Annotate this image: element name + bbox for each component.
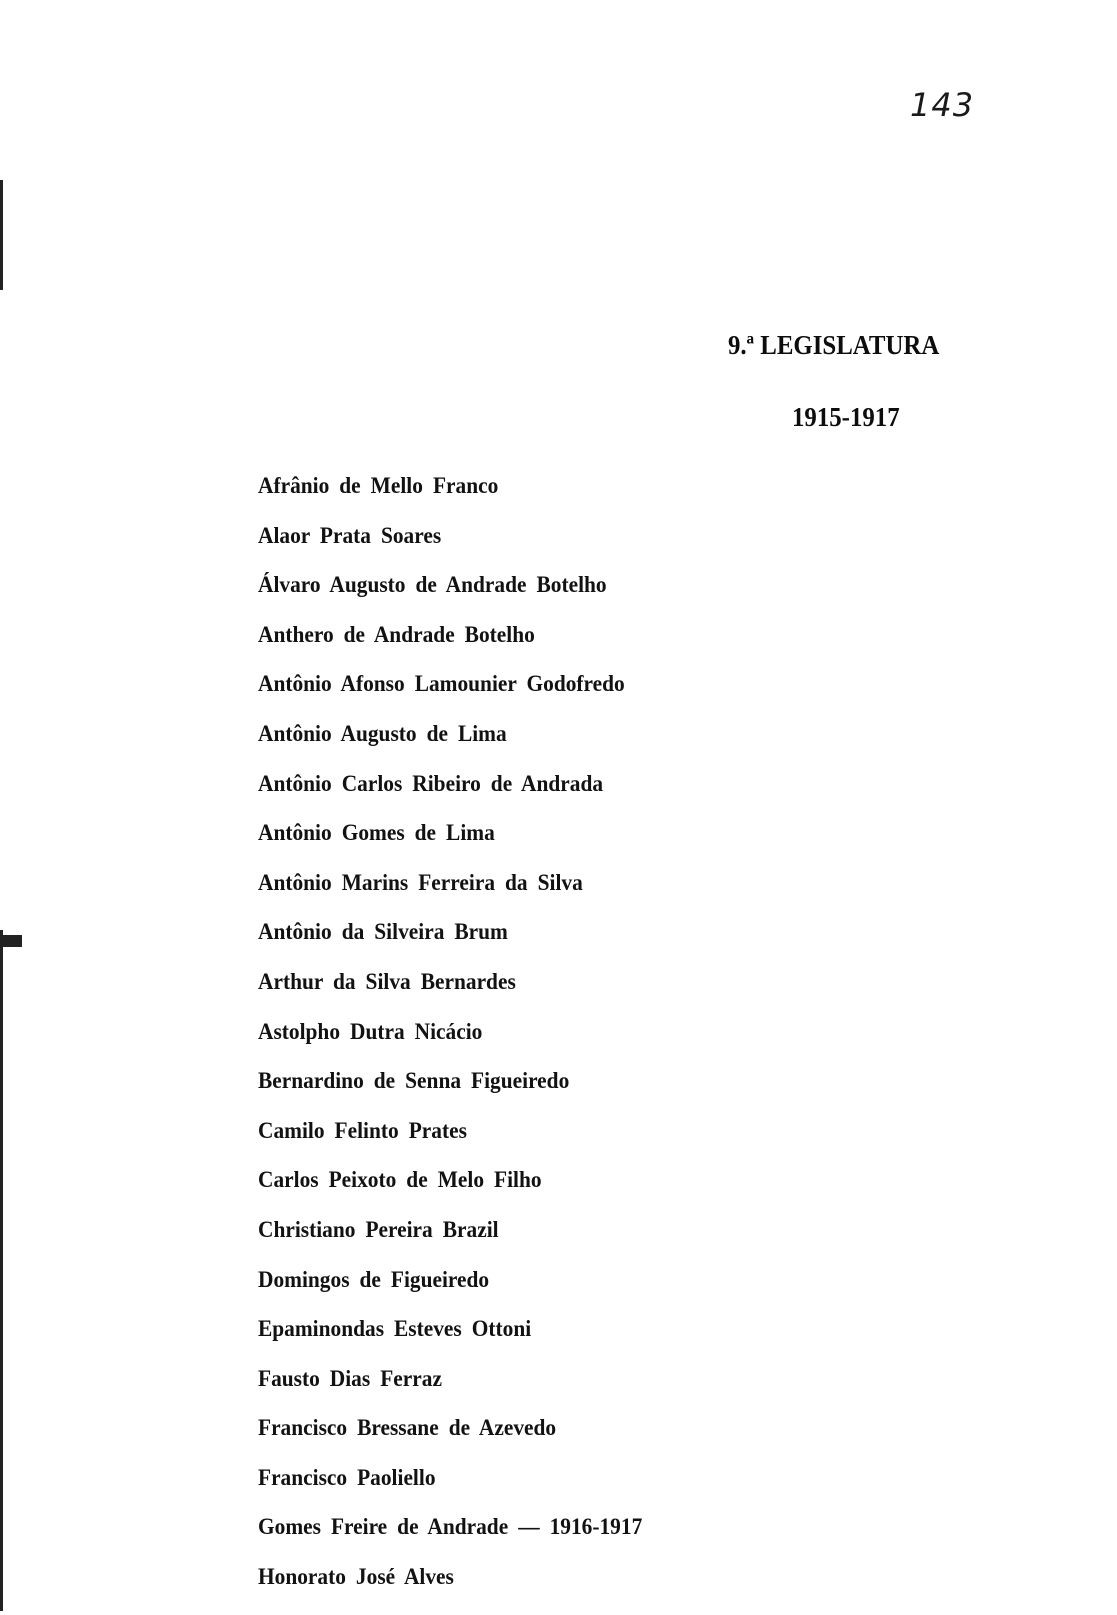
legislature-heading: 9.ª LEGISLATURA <box>728 330 940 360</box>
member-name: Afrânio de Mello Franco <box>258 473 499 498</box>
member-name: Antônio Afonso Lamounier Godofredo <box>258 671 625 697</box>
member-name: Antônio Carlos Ribeiro de Andrada <box>258 770 604 796</box>
member-name: Bernardino de Senna Figueiredo <box>258 1068 570 1094</box>
member-name: Domingos de Figueiredo <box>258 1266 490 1292</box>
member-name: Astolpho Dutra Nicácio <box>258 1018 483 1044</box>
member-name: Epaminondas Esteves Ottoni <box>258 1316 532 1342</box>
member-name: Camilo Felinto Prates <box>258 1117 467 1143</box>
member-name: Antônio da Silveira Brum <box>258 919 508 945</box>
member-name: Antônio Gomes de Lima <box>258 820 495 846</box>
member-name: Honorato José Alves <box>258 1564 454 1590</box>
member-name: Arthur da Silva Bernardes <box>258 968 516 994</box>
member-name: Antônio Marins Ferreira da Silva <box>258 869 583 895</box>
member-name: Anthero de Andrade Botelho <box>258 621 535 647</box>
member-name: Gomes Freire de Andrade — 1916-1917 <box>258 1514 643 1540</box>
page-number: 143 <box>910 86 975 124</box>
member-name: Fausto Dias Ferraz <box>258 1365 442 1391</box>
member-name: Antônio Augusto de Lima <box>258 720 507 746</box>
scan-edge-mark <box>0 935 22 947</box>
member-name: Álvaro Augusto de Andrade Botelho <box>258 572 607 598</box>
member-name: Alaor Prata Soares <box>258 522 442 548</box>
legislature-years: 1915-1917 <box>792 402 900 432</box>
member-name: Christiano Pereira Brazil <box>258 1216 499 1242</box>
member-list <box>258 474 671 1615</box>
member-name: Carlos Peixoto de Melo Filho <box>258 1167 542 1193</box>
member-name: Francisco Paoliello <box>258 1464 436 1490</box>
member-name: Francisco Bressane de Azevedo <box>258 1415 557 1441</box>
scan-edge-mark <box>0 180 3 290</box>
scan-edge-mark <box>0 930 3 1611</box>
